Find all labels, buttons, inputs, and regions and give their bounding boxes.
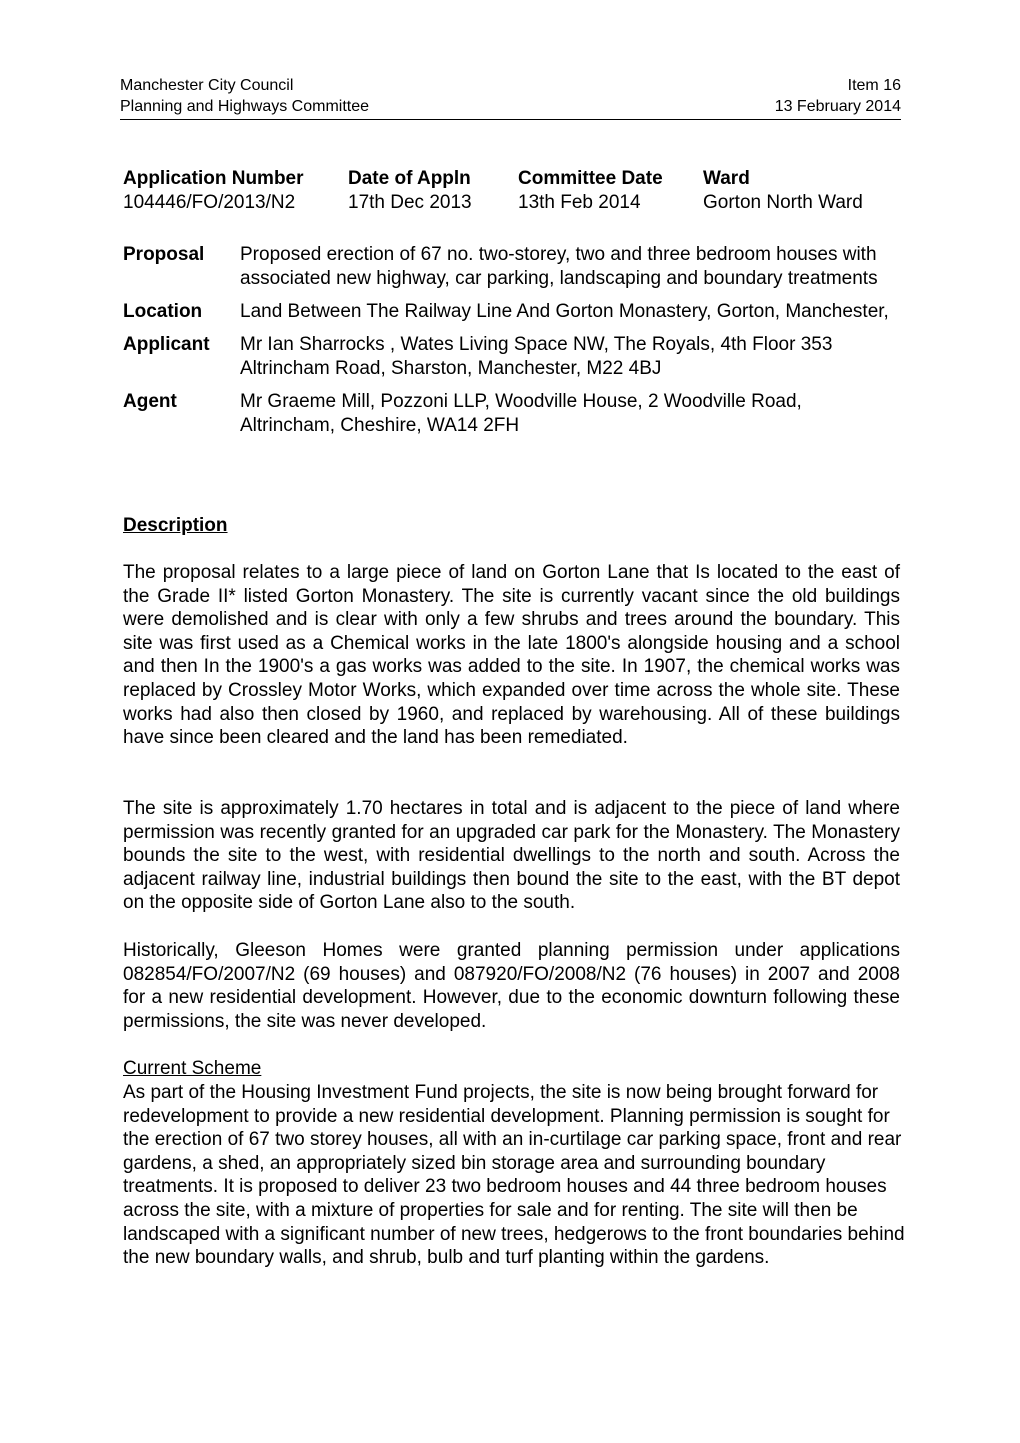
description-heading: Description	[123, 515, 228, 536]
col-application-number: Application Number	[123, 168, 304, 189]
detail-value: Land Between The Railway Line And Gorton Monastery, Gorton, Manchester,	[240, 301, 889, 322]
description-paragraph: The site is approximately 1.70 hectares in total and is adjacent to the piece of land where permission was recently granted for an upgraded car park for the Monastery. The Monastery bounds the site to the west, with residential dwellings to the north and south. Across the adjacent railway line, industrial buildings then bound the site to the east, with the BT depot on the opposite side of Gorton Lane also to the south.	[123, 798, 900, 914]
current-scheme-paragraph: As part of the Housing Investment Fund projects, the site is now being brought forward for redevelopment to provide a new residential development. Planning permission is sought for the erection of 67 two storey houses, all with an in-curtilage car parking space, front and rear gardens, a shed, an appropriately sized bin storage area and surrounding boundary treatments. It is proposed to deliver 23 two bedroom houses and 44 three bedroom houses across the site, with a mixture of properties for sale and for renting. The site will then be landscaped with a significant number of new trees, hedgerows to the front boundaries behind the new boundary walls, and shrub, bulb and turf planting within the gardens.	[123, 1082, 905, 1269]
detail-location	[123, 300, 903, 324]
col-date-of-appln: Date of Appln	[348, 168, 471, 189]
header-date: 13 February 2014	[774, 98, 901, 115]
detail-value: Mr Ian Sharrocks , Wates Living Space NW, The Royals, 4th Floor 353 Altrincham Road, Sharston, Manchester, M22 4BJ	[240, 334, 833, 379]
description-paragraph: The proposal relates to a large piece of land on Gorton Lane that Is located to the east of the Grade II* listed Gorton Monastery. The site is currently vacant since the old buildings were demolished and is clear with only a few shrubs and trees around the boundary. This site was first used as a Chemical works in the late 1800's alongside housing and a school and then In the 1900's a gas works was added to the site. In 1907, the chemical works was replaced by Crossley Motor Works, which expanded over time across the whole site. These works had also then closed by 1960, and replaced by warehousing. All of these buildings have since been cleared and the land has been remediated.	[123, 562, 900, 749]
header-row-1	[120, 75, 901, 96]
application-table-header	[123, 167, 903, 191]
application-table	[123, 167, 903, 215]
description-paragraph: Historically, Gleeson Homes were granted planning permission under applications 082854/FO/2007/N2 (69 houses) and 087920/FO/2008/N2 (76 houses) in 2007 and 2008 for a new residential development. However, due to the economic downturn following these permissions, the site was never developed.	[123, 940, 900, 1032]
detail-label: Applicant	[123, 334, 210, 355]
detail-value: Proposed erection of 67 no. two-storey, two and three bedroom houses with associated new highway, car parking, landscaping and boundary treatments	[240, 244, 878, 289]
application-details	[123, 243, 903, 447]
col-ward: Ward	[703, 168, 750, 189]
detail-agent	[123, 390, 903, 438]
detail-proposal	[123, 243, 903, 291]
detail-value: Mr Graeme Mill, Pozzoni LLP, Woodville House, 2 Woodville Road, Altrincham, Cheshire, WA14 2FH	[240, 391, 802, 436]
committee-date: 13th Feb 2014	[518, 192, 641, 213]
application-number: 104446/FO/2013/N2	[123, 192, 296, 213]
header-org: Manchester City Council	[120, 77, 294, 94]
current-scheme-heading: Current Scheme	[123, 1058, 262, 1079]
application-table-row	[123, 191, 903, 215]
detail-label: Location	[123, 301, 203, 322]
detail-label: Proposal	[123, 244, 205, 265]
header-committee: Planning and Highways Committee	[120, 98, 370, 115]
detail-label: Agent	[123, 391, 177, 412]
header-item: Item 16	[847, 77, 901, 94]
date-of-appln: 17th Dec 2013	[348, 192, 472, 213]
header-row-2	[120, 96, 901, 117]
detail-applicant	[123, 333, 903, 381]
page-header	[120, 75, 901, 120]
ward: Gorton North Ward	[703, 192, 863, 213]
col-committee-date: Committee Date	[518, 168, 663, 189]
